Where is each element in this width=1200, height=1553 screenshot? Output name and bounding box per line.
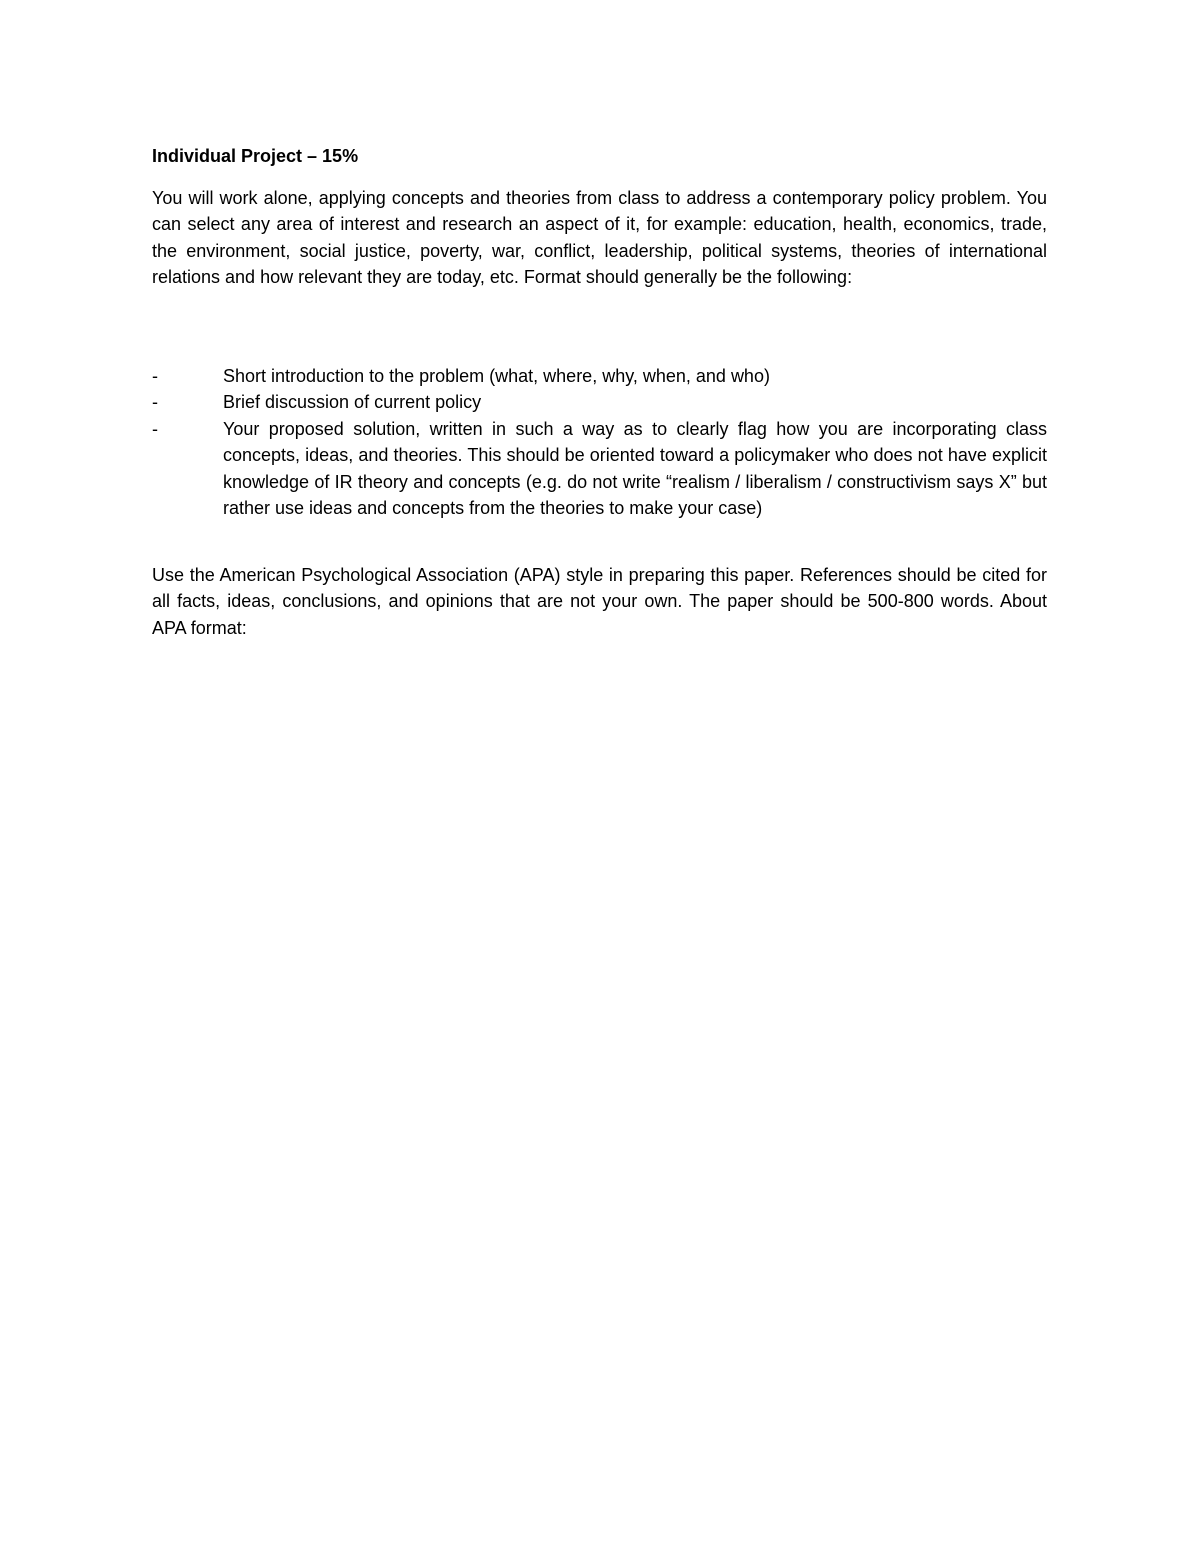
closing-paragraph: Use the American Psychological Association (APA) style in preparing this paper. References should be cited for all facts, ideas, conclusions, and opinions that are not your own. The paper should be 500-800 words. About APA format: <box>152 564 1047 638</box>
list-item-text: Brief discussion of current policy <box>223 392 482 412</box>
intro-paragraph: You will work alone, applying concepts and theories from class to address a contemporary policy problem. You can select any area of interest and research an aspect of it, for example: education, health, economics, trade, the environment, social justice, poverty, war, conflict, leadership, political systems, theories of international relations and how relevant they are today, etc. Format should generally be the following: <box>152 187 1047 287</box>
bullet-dash: - <box>152 392 158 412</box>
format-list <box>152 363 1047 522</box>
document-title: Individual Project – 15% <box>152 146 359 166</box>
list-item-text: Your proposed solution, written in such a way as to clearly flag how you are incorporating class concepts, ideas, and theories. This should be oriented toward a policymaker who does not have explicit knowledge of IR theory and concepts (e.g. do not write “realism / liberalism / constructivism says X” but rather use ideas and concepts from the theories to make your case) <box>223 418 1047 518</box>
list-item <box>152 416 1047 522</box>
list-item-text: Short introduction to the problem (what, where, why, when, and who) <box>223 365 770 386</box>
bullet-dash: - <box>152 365 158 386</box>
list-item <box>152 389 1047 416</box>
list-item <box>152 363 1047 390</box>
document-body <box>152 143 1047 641</box>
bullet-dash: - <box>152 418 158 439</box>
